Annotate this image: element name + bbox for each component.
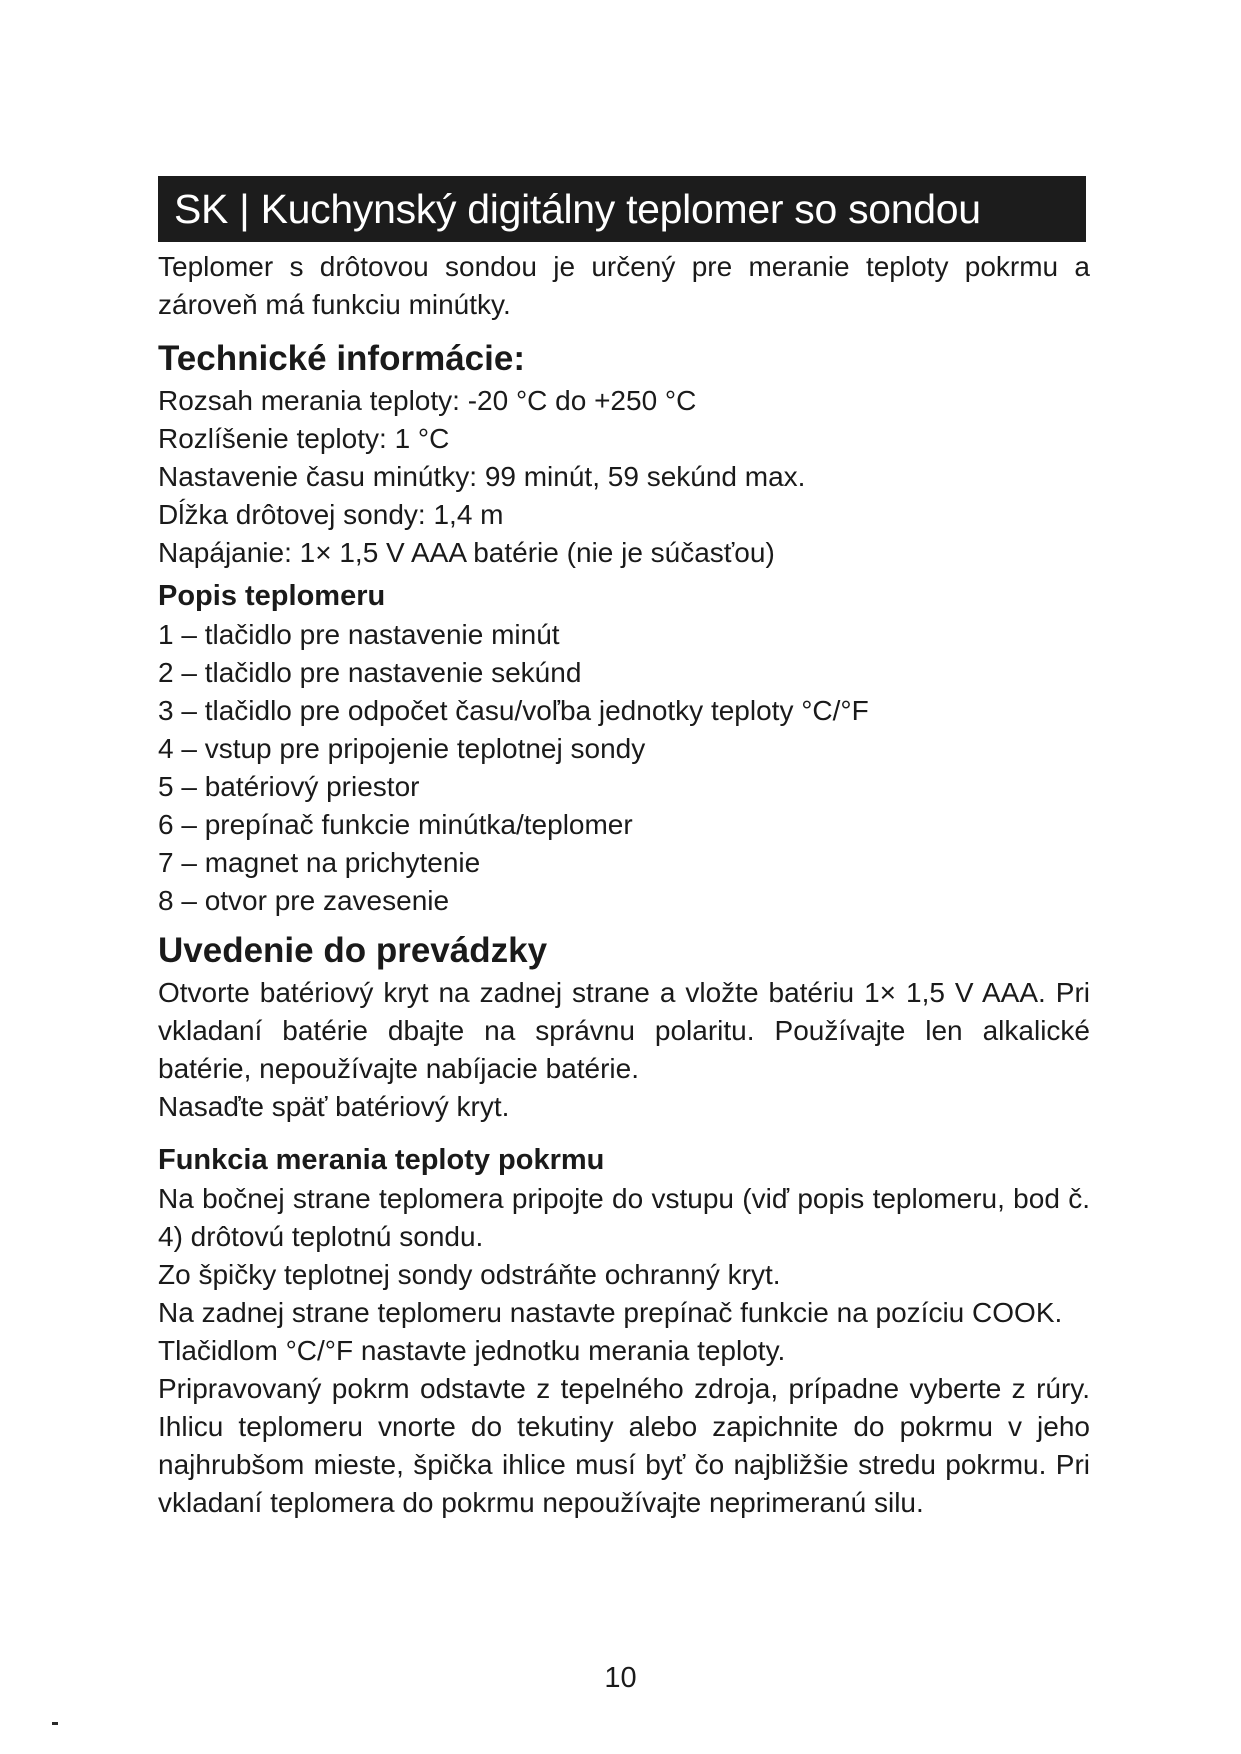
page-title: SK | Kuchynský digitálny teplomer so sondou [158, 176, 1086, 242]
tech-line: Napájanie: 1× 1,5 V AAA batérie (nie je súčasťou) [158, 537, 775, 568]
setup-paragraph: Nasaďte späť batériový kryt. [158, 1091, 510, 1122]
setup-paragraph: Otvorte batériový kryt na zadnej strane a vložte batériu 1× 1,5 V AAA. Pri vkladaní batérie dbajte na správnu polaritu. Používajte len alkalické batérie, nepoužívajte nabíjacie batérie. [158, 977, 1090, 1084]
intro-text: Teplomer s drôtovou sondou je určený pre meranie teploty pokrmu a zároveň má funkciu minútky. [158, 251, 1090, 320]
measuring-paragraph: Zo špičky teplotnej sondy odstráňte ochranný kryt. [158, 1259, 781, 1290]
page-number: 10 [604, 1662, 637, 1694]
setup-heading: Uvedenie do prevádzky [158, 931, 548, 970]
measuring-paragraph: Na zadnej strane teplomeru nastavte prepínač funkcie na pozíciu COOK. [158, 1297, 1063, 1328]
scan-mark [52, 1722, 58, 1725]
list-item: 7 – magnet na prichytenie [158, 847, 481, 878]
measuring-paragraph: Na bočnej strane teplomera pripojte do vstupu (viď popis teplomeru, bod č. 4) drôtovú teplotnú sondu. [158, 1183, 1090, 1252]
list-item: 3 – tlačidlo pre odpočet času/voľba jednotky teploty °C/°F [158, 695, 869, 726]
list-item: 4 – vstup pre pripojenie teplotnej sondy [158, 733, 646, 764]
technical-heading: Technické informácie: [158, 339, 525, 378]
list-item: 2 – tlačidlo pre nastavenie sekúnd [158, 657, 582, 688]
tech-line: Dĺžka drôtovej sondy: 1,4 m [158, 499, 504, 530]
list-item: 8 – otvor pre zavesenie [158, 885, 450, 916]
measuring-paragraph: Pripravovaný pokrm odstavte z tepelného zdroja, prípadne vyberte z rúry. Ihlicu teplomeru vnorte do tekutiny alebo zapichnite do pokrmu v jeho najhrubšom mieste, špička ihlice musí byť čo najbližšie stredu pokrmu. Pri vkladaní teplomera do pokrmu nepoužívajte neprimeranú silu. [158, 1373, 1090, 1518]
list-item: 1 – tlačidlo pre nastavenie minút [158, 619, 560, 650]
tech-line: Rozlíšenie teploty: 1 °C [158, 423, 450, 454]
list-item: 5 – batériový priestor [158, 771, 420, 802]
list-item: 6 – prepínač funkcie minútka/teplomer [158, 809, 633, 840]
manual-page [158, 176, 1090, 1522]
tech-line: Rozsah merania teploty: -20 °C do +250 °C [158, 385, 697, 416]
measuring-heading: Funkcia merania teploty pokrmu [158, 1144, 605, 1176]
description-heading: Popis teplomeru [158, 580, 386, 612]
tech-line: Nastavenie času minútky: 99 minút, 59 sekúnd max. [158, 461, 806, 492]
measuring-paragraph: Tlačidlom °C/°F nastavte jednotku merania teploty. [158, 1335, 786, 1366]
